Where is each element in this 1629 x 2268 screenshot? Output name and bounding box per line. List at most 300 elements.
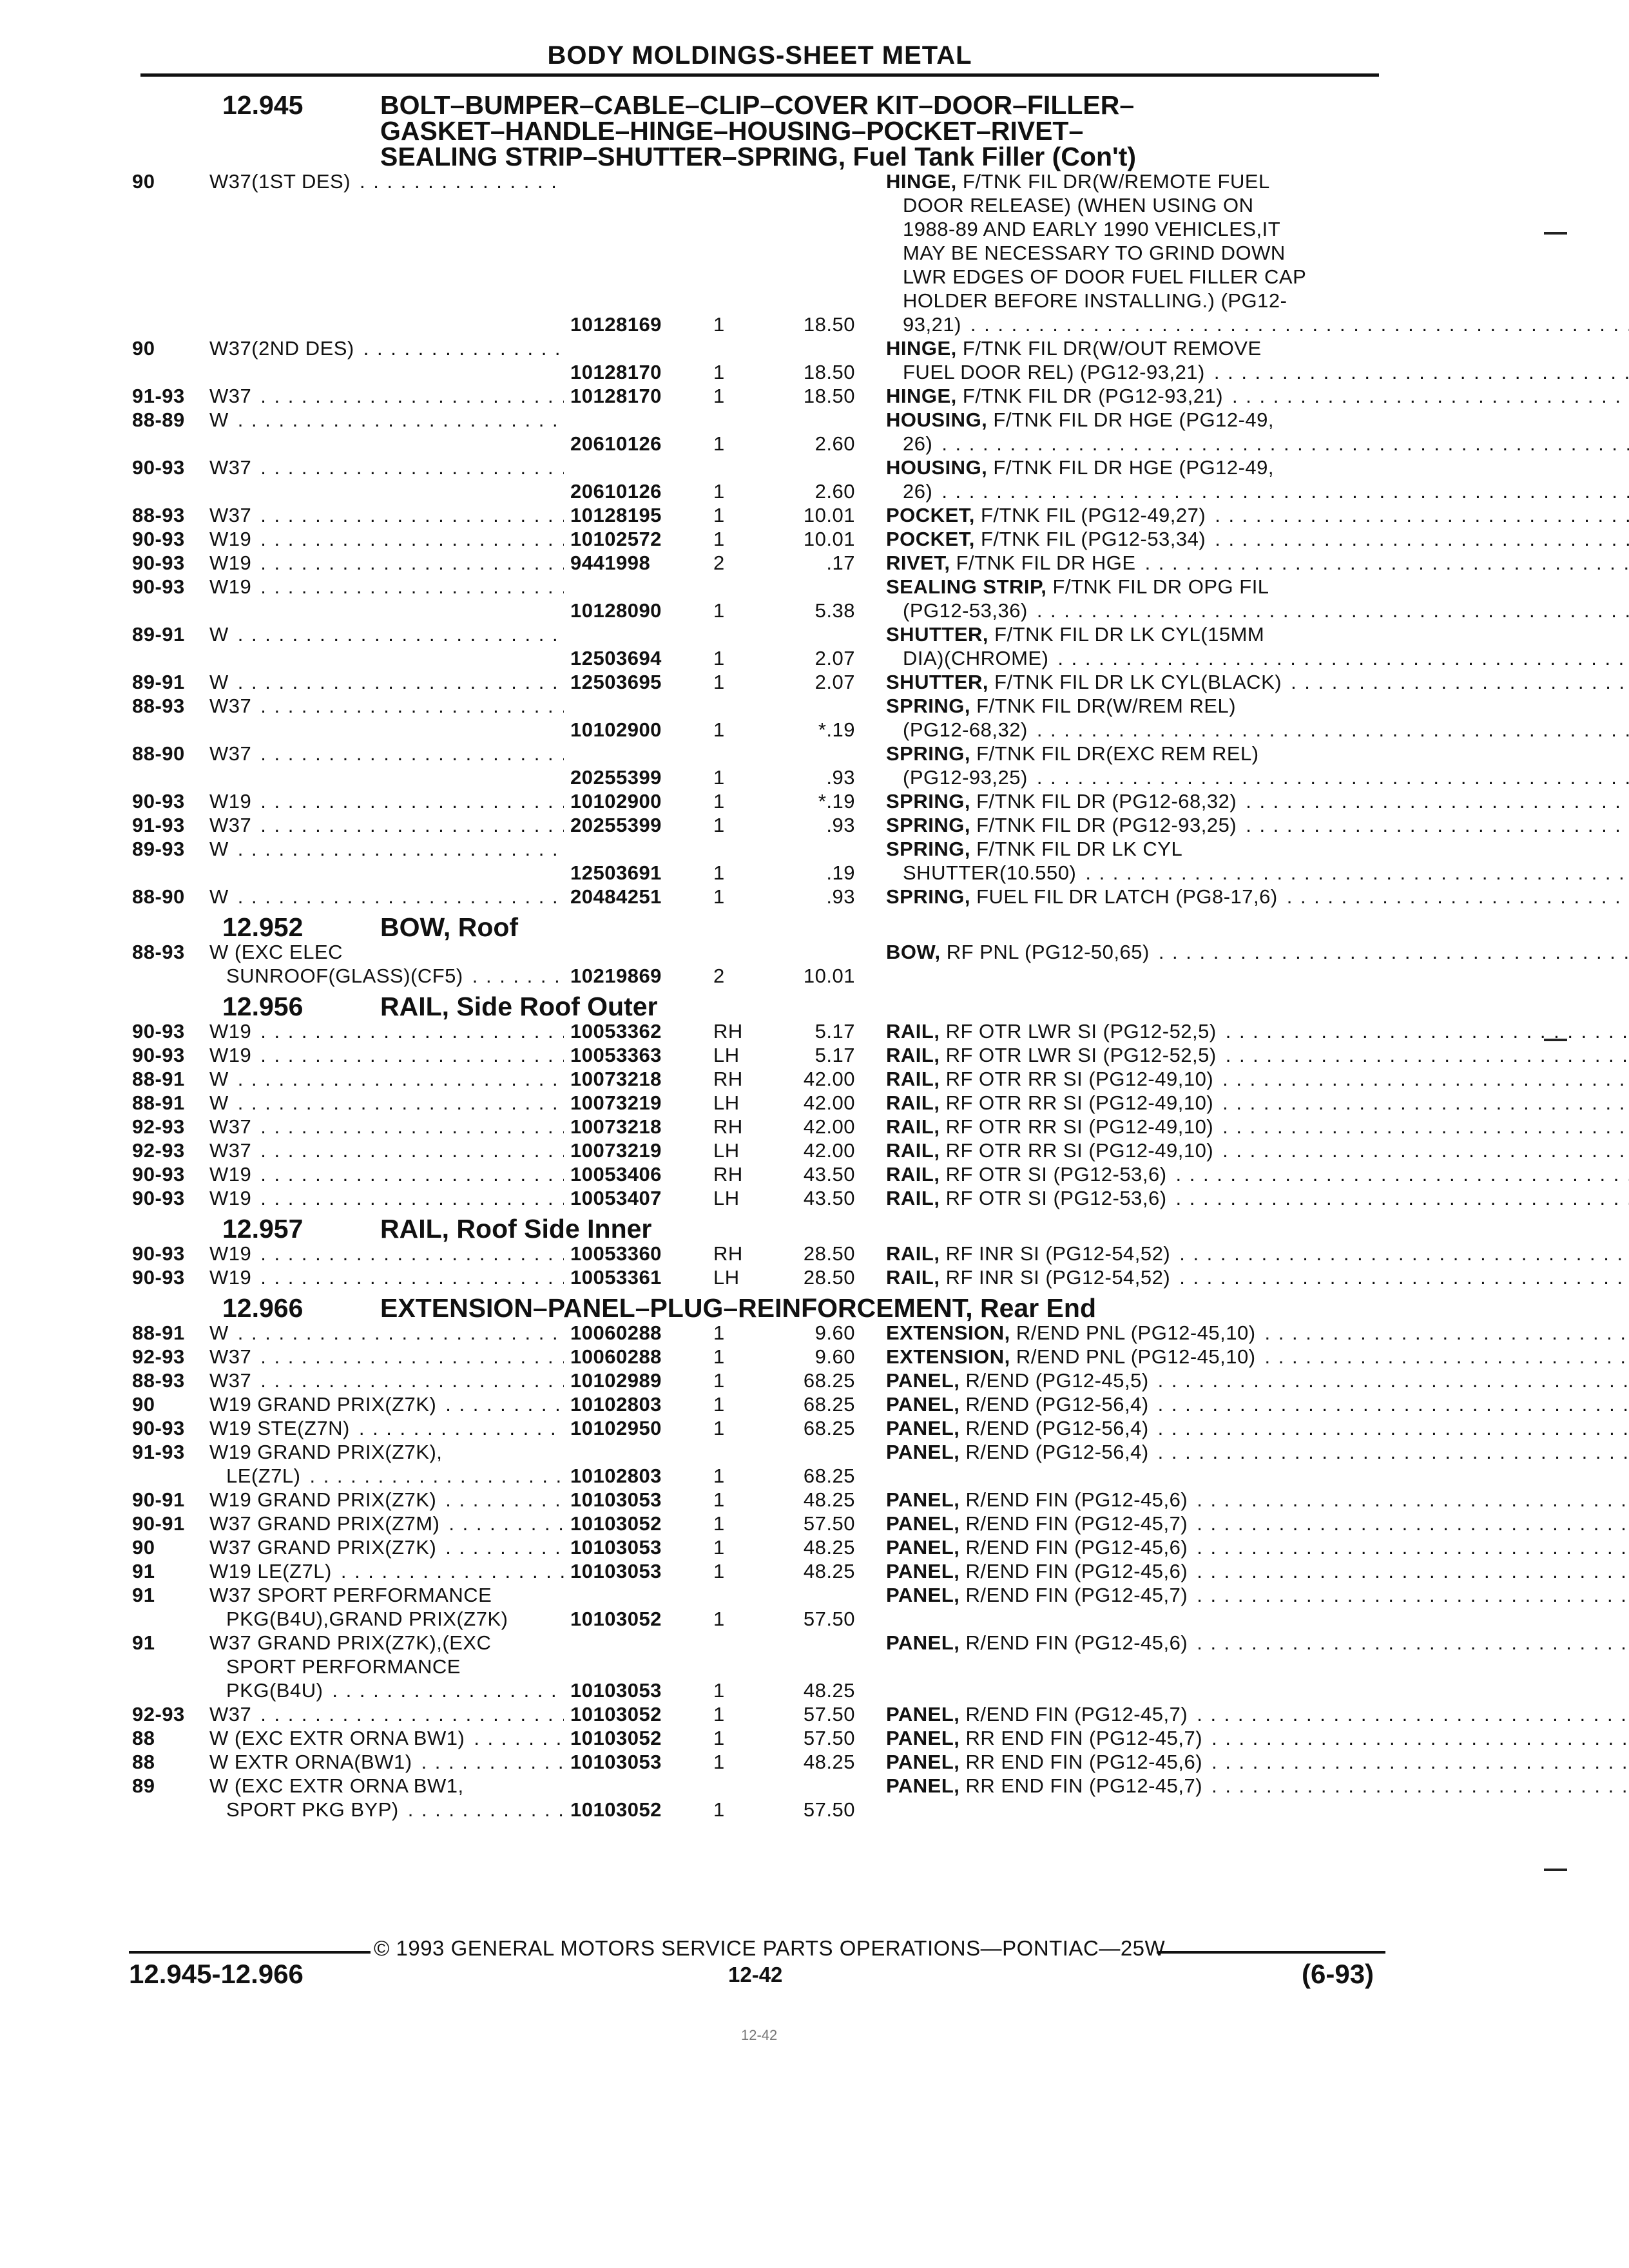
price: 42.00 bbox=[803, 1091, 855, 1114]
dot-leader bbox=[238, 1067, 564, 1091]
description-text: RF OTR RR SI (PG12-49,10) bbox=[945, 1139, 1214, 1162]
model-years: 88 bbox=[132, 1751, 155, 1773]
model-line bbox=[209, 575, 570, 599]
part-number: 10073219 bbox=[570, 1091, 662, 1114]
part-description bbox=[855, 1369, 1629, 1392]
section-heading bbox=[132, 86, 1385, 169]
quantity: 1 bbox=[713, 1679, 725, 1702]
description-line bbox=[886, 336, 1629, 360]
part-description bbox=[855, 837, 1629, 885]
description-line bbox=[886, 1091, 1629, 1115]
model-line bbox=[209, 1607, 570, 1631]
model-application bbox=[209, 1440, 570, 1488]
description-text: RR END FIN (PG12-45,7) bbox=[965, 1727, 1203, 1749]
quantity: 1 bbox=[713, 1608, 725, 1630]
model-application bbox=[209, 408, 570, 456]
part-description bbox=[855, 1559, 1629, 1583]
quantity: 2 bbox=[713, 965, 725, 987]
model-text: W19 bbox=[209, 1163, 252, 1186]
model-years: 91 bbox=[132, 1584, 155, 1606]
description-text: F/TNK FIL DR LK CYL bbox=[976, 838, 1183, 860]
part-row bbox=[132, 1139, 1385, 1162]
quantity: 1 bbox=[713, 1417, 725, 1439]
model-line bbox=[209, 1139, 570, 1162]
dot-leader bbox=[260, 694, 564, 718]
part-number: 10053406 bbox=[570, 1163, 662, 1186]
section-heading bbox=[132, 1210, 1385, 1242]
part-number: 10128090 bbox=[570, 599, 662, 622]
dot-leader bbox=[341, 1559, 564, 1583]
price: 18.50 bbox=[803, 385, 855, 407]
quantity: 1 bbox=[713, 1465, 725, 1487]
description-text: RF OTR RR SI (PG12-49,10) bbox=[945, 1115, 1214, 1138]
part-row bbox=[132, 1559, 1385, 1583]
price: 5.17 bbox=[815, 1044, 855, 1066]
model-application bbox=[209, 1265, 570, 1289]
description-text: R/END FIN (PG12-45,7) bbox=[965, 1703, 1188, 1725]
dot-leader bbox=[260, 813, 564, 837]
part-number: 10128170 bbox=[570, 385, 662, 407]
description-text: R/END (PG12-56,4) bbox=[965, 1417, 1149, 1439]
model-application bbox=[209, 1392, 570, 1416]
part-name: RAIL, bbox=[886, 1266, 940, 1289]
model-text: W37 GRAND PRIX(Z7K) bbox=[209, 1536, 437, 1559]
part-description bbox=[855, 789, 1629, 813]
part-description bbox=[855, 1162, 1629, 1186]
model-text: W37 GRAND PRIX(Z7M) bbox=[209, 1512, 440, 1535]
part-number: 10102803 bbox=[570, 1393, 662, 1416]
part-name: PANEL, bbox=[886, 1584, 960, 1606]
model-application bbox=[209, 622, 570, 670]
dot-leader bbox=[260, 551, 564, 575]
description-line bbox=[886, 575, 1629, 599]
quantity: 1 bbox=[713, 1393, 725, 1416]
dot-leader bbox=[1159, 940, 1629, 964]
price: 5.38 bbox=[815, 599, 855, 622]
description-text: 1988-89 AND EARLY 1990 VEHICLES,IT bbox=[903, 218, 1281, 240]
model-text: W19 bbox=[209, 552, 252, 574]
part-name: RAIL, bbox=[886, 1091, 940, 1114]
section-title bbox=[380, 914, 1385, 940]
dot-leader bbox=[1197, 1535, 1629, 1559]
dot-leader bbox=[1197, 1702, 1629, 1726]
dot-leader bbox=[260, 1139, 564, 1162]
model-line bbox=[209, 837, 570, 861]
description-text: SHUTTER(10.550) bbox=[903, 861, 1077, 884]
model-text: W19 bbox=[209, 1020, 252, 1043]
description-text: RF INR SI (PG12-54,52) bbox=[945, 1242, 1171, 1265]
model-text: LE(Z7L) bbox=[226, 1465, 301, 1487]
part-name: PANEL, bbox=[886, 1703, 960, 1725]
part-number: 10073218 bbox=[570, 1115, 662, 1138]
model-text: W37 bbox=[209, 1139, 252, 1162]
price: 48.25 bbox=[803, 1536, 855, 1559]
page-header bbox=[140, 37, 1379, 77]
price: 68.25 bbox=[803, 1417, 855, 1439]
quantity: LH bbox=[713, 1266, 740, 1289]
dot-leader bbox=[1085, 861, 1629, 885]
model-years: 90 bbox=[132, 1536, 155, 1559]
part-row bbox=[132, 1115, 1385, 1139]
model-text: W bbox=[209, 885, 229, 908]
quantity: 1 bbox=[713, 790, 725, 812]
dot-leader bbox=[1215, 503, 1629, 527]
part-name: PANEL, bbox=[886, 1417, 960, 1439]
part-number: 10102900 bbox=[570, 718, 662, 741]
model-text: W EXTR ORNA(BW1) bbox=[209, 1751, 412, 1773]
description-line bbox=[886, 1265, 1629, 1289]
description-line bbox=[886, 1392, 1629, 1416]
description-text: R/END (PG12-56,4) bbox=[965, 1393, 1149, 1416]
dot-leader bbox=[1179, 1242, 1629, 1265]
part-number: 10053363 bbox=[570, 1044, 662, 1066]
part-name: POCKET, bbox=[886, 528, 975, 550]
model-text: W37 bbox=[209, 1703, 252, 1725]
quantity: 1 bbox=[713, 1727, 725, 1749]
description-line bbox=[886, 408, 1629, 432]
part-row bbox=[132, 1488, 1385, 1512]
description-text: 26) bbox=[903, 480, 933, 503]
quantity: RH bbox=[713, 1115, 743, 1138]
section-title-line: EXTENSION–PANEL–PLUG–REINFORCEMENT, Rear End bbox=[380, 1293, 1096, 1323]
model-line bbox=[209, 408, 570, 432]
price: 48.25 bbox=[803, 1560, 855, 1582]
part-number: 20610126 bbox=[570, 480, 662, 503]
dot-leader bbox=[1287, 885, 1629, 908]
part-name: RAIL, bbox=[886, 1115, 940, 1138]
quantity: LH bbox=[713, 1187, 740, 1209]
part-description bbox=[855, 503, 1629, 527]
description-line bbox=[886, 479, 1629, 503]
part-name: RAIL, bbox=[886, 1139, 940, 1162]
part-number: 20255399 bbox=[570, 814, 662, 836]
description-text: HOLDER BEFORE INSTALLING.) (PG12- bbox=[903, 289, 1287, 312]
model-years: 88-93 bbox=[132, 1369, 185, 1392]
price: 48.25 bbox=[803, 1679, 855, 1702]
price: *.19 bbox=[818, 718, 855, 741]
model-text: W bbox=[209, 408, 229, 431]
price: 48.25 bbox=[803, 1488, 855, 1511]
footer-page-number: 12-42 bbox=[728, 1963, 783, 1986]
model-line bbox=[209, 1043, 570, 1067]
price: 43.50 bbox=[803, 1163, 855, 1186]
dot-leader bbox=[1232, 384, 1629, 408]
dot-leader bbox=[421, 1750, 564, 1774]
quantity: 1 bbox=[713, 1703, 725, 1725]
quantity: 1 bbox=[713, 480, 725, 503]
description-line bbox=[886, 384, 1629, 408]
description-text: RR END FIN (PG12-45,6) bbox=[965, 1751, 1203, 1773]
part-row bbox=[132, 1416, 1385, 1440]
description-text: R/END FIN (PG12-45,6) bbox=[965, 1560, 1188, 1582]
model-application bbox=[209, 336, 570, 384]
part-description bbox=[855, 670, 1629, 694]
model-text: W19 bbox=[209, 1266, 252, 1289]
model-text: SUNROOF(GLASS)(CF5) bbox=[226, 965, 463, 987]
model-line bbox=[209, 551, 570, 575]
part-row bbox=[132, 1067, 1385, 1091]
section-title-line: BOLT–BUMPER–CABLE–CLIP–COVER KIT–DOOR–FILLER– bbox=[380, 90, 1135, 120]
part-row bbox=[132, 169, 1385, 336]
part-number: 10102803 bbox=[570, 1465, 662, 1487]
description-line bbox=[886, 718, 1629, 742]
model-application bbox=[209, 789, 570, 813]
section-title-line: BOW, Roof bbox=[380, 912, 519, 942]
model-years: 88-90 bbox=[132, 742, 185, 765]
part-name: POCKET, bbox=[886, 504, 975, 526]
part-row bbox=[132, 813, 1385, 837]
part-description bbox=[855, 1043, 1629, 1067]
description-text: R/END PNL (PG12-45,10) bbox=[1016, 1321, 1256, 1344]
dot-leader bbox=[1291, 670, 1629, 694]
price: 2.60 bbox=[815, 480, 855, 503]
model-years: 90-93 bbox=[132, 1163, 185, 1186]
part-description bbox=[855, 575, 1629, 622]
model-line bbox=[209, 1750, 570, 1774]
description-text: (PG12-53,36) bbox=[903, 599, 1028, 622]
model-line bbox=[209, 813, 570, 837]
model-application bbox=[209, 1186, 570, 1210]
part-description bbox=[855, 1488, 1629, 1512]
part-row bbox=[132, 1631, 1385, 1702]
description-line bbox=[886, 1559, 1629, 1583]
dot-leader bbox=[360, 169, 564, 193]
price: .19 bbox=[826, 861, 855, 884]
model-years: 91 bbox=[132, 1631, 155, 1654]
model-line bbox=[209, 1798, 570, 1821]
model-years: 91-93 bbox=[132, 814, 185, 836]
description-line bbox=[886, 599, 1629, 622]
model-years: 90-93 bbox=[132, 1242, 185, 1265]
part-name: PANEL, bbox=[886, 1393, 960, 1416]
model-years: 90-93 bbox=[132, 790, 185, 812]
model-application bbox=[209, 1416, 570, 1440]
footer-small-mark: 12-42 bbox=[741, 2027, 778, 2043]
part-number: 10103052 bbox=[570, 1608, 662, 1630]
description-line bbox=[886, 1186, 1629, 1210]
part-row bbox=[132, 575, 1385, 622]
model-application bbox=[209, 527, 570, 551]
part-name: RAIL, bbox=[886, 1242, 940, 1265]
model-line bbox=[209, 1559, 570, 1583]
section-title-line: GASKET–HANDLE–HINGE–HOUSING–POCKET–RIVET– bbox=[380, 116, 1084, 146]
description-line bbox=[886, 1583, 1629, 1607]
part-name: HOUSING, bbox=[886, 456, 988, 479]
section-number: 12.957 bbox=[222, 1214, 304, 1244]
part-description bbox=[855, 885, 1629, 908]
model-line bbox=[209, 1678, 570, 1702]
part-row bbox=[132, 336, 1385, 384]
price: 57.50 bbox=[803, 1703, 855, 1725]
model-application bbox=[209, 1750, 570, 1774]
footer-copyright: © 1993 GENERAL MOTORS SERVICE PARTS OPERATIONS—PONTIAC—25W bbox=[374, 1936, 1166, 1960]
part-name: RAIL, bbox=[886, 1163, 940, 1186]
price: 2.07 bbox=[815, 671, 855, 693]
model-text: PKG(B4U),GRAND PRIX(Z7K) bbox=[226, 1608, 508, 1630]
model-application bbox=[209, 1019, 570, 1043]
dot-leader bbox=[1246, 789, 1629, 813]
quantity: 1 bbox=[713, 1512, 725, 1535]
model-application bbox=[209, 1583, 570, 1631]
model-line bbox=[209, 1488, 570, 1512]
description-text: RF OTR RR SI (PG12-49,10) bbox=[945, 1068, 1214, 1090]
model-text: W19 bbox=[209, 1242, 252, 1265]
part-number: 10128195 bbox=[570, 504, 662, 526]
dot-leader bbox=[1222, 1067, 1629, 1091]
price: 18.50 bbox=[803, 361, 855, 383]
description-line bbox=[886, 217, 1629, 241]
part-row bbox=[132, 837, 1385, 885]
margin-mark bbox=[1544, 232, 1567, 235]
model-years: 90-93 bbox=[132, 1187, 185, 1209]
model-line bbox=[209, 1242, 570, 1265]
model-text: W19 bbox=[209, 790, 252, 812]
price: 18.50 bbox=[803, 313, 855, 336]
model-years: 90 bbox=[132, 170, 155, 193]
model-text: W19 bbox=[209, 1187, 252, 1209]
price: 2.60 bbox=[815, 432, 855, 455]
part-description bbox=[855, 527, 1629, 551]
description-line bbox=[886, 527, 1629, 551]
dot-leader bbox=[1197, 1488, 1629, 1512]
part-row bbox=[132, 503, 1385, 527]
description-text: R/END FIN (PG12-45,6) bbox=[965, 1536, 1188, 1559]
quantity: 1 bbox=[713, 647, 725, 669]
part-number: 12503695 bbox=[570, 671, 662, 693]
part-description bbox=[855, 1702, 1629, 1726]
part-number: 12503694 bbox=[570, 647, 662, 669]
part-description bbox=[855, 1091, 1629, 1115]
description-text: DIA)(CHROME) bbox=[903, 647, 1049, 669]
part-name: SHUTTER, bbox=[886, 623, 988, 646]
dot-leader bbox=[1197, 1559, 1629, 1583]
model-text: W bbox=[209, 671, 229, 693]
description-text: F/TNK FIL (PG12-53,34) bbox=[980, 528, 1206, 550]
part-description bbox=[855, 456, 1629, 503]
part-number: 10103052 bbox=[570, 1512, 662, 1535]
quantity: 2 bbox=[713, 552, 725, 574]
description-text: LWR EDGES OF DOOR FUEL FILLER CAP bbox=[903, 265, 1307, 288]
model-application bbox=[209, 1139, 570, 1162]
dot-leader bbox=[260, 1369, 564, 1392]
model-application bbox=[209, 1369, 570, 1392]
model-text: W37 bbox=[209, 1345, 252, 1368]
part-number: 10102950 bbox=[570, 1417, 662, 1439]
model-years: 92-93 bbox=[132, 1115, 185, 1138]
model-line bbox=[209, 742, 570, 765]
description-line bbox=[886, 1774, 1629, 1798]
part-description bbox=[855, 384, 1629, 408]
model-years: 88-93 bbox=[132, 695, 185, 717]
model-years: 89 bbox=[132, 1774, 155, 1797]
part-description bbox=[855, 408, 1629, 456]
description-text: F/TNK FIL DR(W/OUT REMOVE bbox=[962, 337, 1262, 360]
part-row bbox=[132, 1345, 1385, 1369]
dot-leader bbox=[1037, 718, 1629, 742]
part-number: 10053361 bbox=[570, 1266, 662, 1289]
price: 2.07 bbox=[815, 647, 855, 669]
dot-leader bbox=[445, 1535, 564, 1559]
description-line bbox=[886, 169, 1629, 193]
model-years: 88 bbox=[132, 1727, 155, 1749]
model-text: W37 bbox=[209, 456, 252, 479]
quantity: RH bbox=[713, 1068, 743, 1090]
part-row bbox=[132, 1043, 1385, 1067]
part-description bbox=[855, 1583, 1629, 1631]
price: 68.25 bbox=[803, 1465, 855, 1487]
section-title bbox=[380, 1295, 1385, 1321]
model-text: W (EXC EXTR ORNA BW1) bbox=[209, 1727, 465, 1749]
model-line bbox=[209, 169, 570, 193]
description-line bbox=[886, 1750, 1629, 1774]
model-application bbox=[209, 169, 570, 336]
model-application bbox=[209, 1559, 570, 1583]
price: 48.25 bbox=[803, 1751, 855, 1773]
model-line bbox=[209, 456, 570, 479]
model-years: 88-89 bbox=[132, 408, 185, 431]
price: 10.01 bbox=[803, 504, 855, 526]
price: 57.50 bbox=[803, 1727, 855, 1749]
description-line bbox=[886, 289, 1629, 312]
part-row bbox=[132, 408, 1385, 456]
model-years: 91-93 bbox=[132, 1441, 185, 1463]
part-number: 10060288 bbox=[570, 1345, 662, 1368]
description-line bbox=[886, 241, 1629, 265]
part-name: BOW, bbox=[886, 941, 941, 963]
description-text: R/END FIN (PG12-45,7) bbox=[965, 1512, 1188, 1535]
model-line bbox=[209, 336, 570, 360]
description-line bbox=[886, 789, 1629, 813]
part-description bbox=[855, 1392, 1629, 1416]
model-years: 89-91 bbox=[132, 671, 185, 693]
dot-leader bbox=[309, 1464, 564, 1488]
description-line bbox=[886, 861, 1629, 885]
model-years: 88-91 bbox=[132, 1321, 185, 1344]
dot-leader bbox=[260, 503, 564, 527]
quantity: RH bbox=[713, 1163, 743, 1186]
model-application bbox=[209, 575, 570, 622]
dot-leader bbox=[941, 479, 1629, 503]
footer-date-code: (6-93) bbox=[1302, 1959, 1374, 1989]
part-name: PANEL, bbox=[886, 1536, 960, 1559]
model-text: W37 SPORT PERFORMANCE bbox=[209, 1584, 492, 1606]
price: 10.01 bbox=[803, 528, 855, 550]
part-name: RAIL, bbox=[886, 1187, 940, 1209]
price: 57.50 bbox=[803, 1798, 855, 1821]
quantity: 1 bbox=[713, 861, 725, 884]
description-line bbox=[886, 1488, 1629, 1512]
quantity: 1 bbox=[713, 1488, 725, 1511]
model-years: 89-93 bbox=[132, 838, 185, 860]
description-text: RF OTR SI (PG12-53,6) bbox=[945, 1163, 1167, 1186]
part-name: PANEL, bbox=[886, 1369, 960, 1392]
part-name: PANEL, bbox=[886, 1751, 960, 1773]
model-years: 90-93 bbox=[132, 1020, 185, 1043]
description-text: R/END FIN (PG12-45,6) bbox=[965, 1488, 1188, 1511]
footer-rule-right bbox=[1157, 1951, 1385, 1954]
model-text: SPORT PKG BYP) bbox=[226, 1798, 399, 1821]
part-number: 10102572 bbox=[570, 528, 662, 550]
part-number: 10073218 bbox=[570, 1068, 662, 1090]
description-line bbox=[886, 1242, 1629, 1265]
model-application bbox=[209, 1702, 570, 1726]
part-row bbox=[132, 940, 1385, 988]
dot-leader bbox=[1037, 765, 1629, 789]
part-number: 10128169 bbox=[570, 313, 662, 336]
description-line bbox=[886, 1043, 1629, 1067]
model-line bbox=[209, 384, 570, 408]
description-text: F/TNK FIL DR(W/REMOTE FUEL bbox=[962, 170, 1270, 193]
